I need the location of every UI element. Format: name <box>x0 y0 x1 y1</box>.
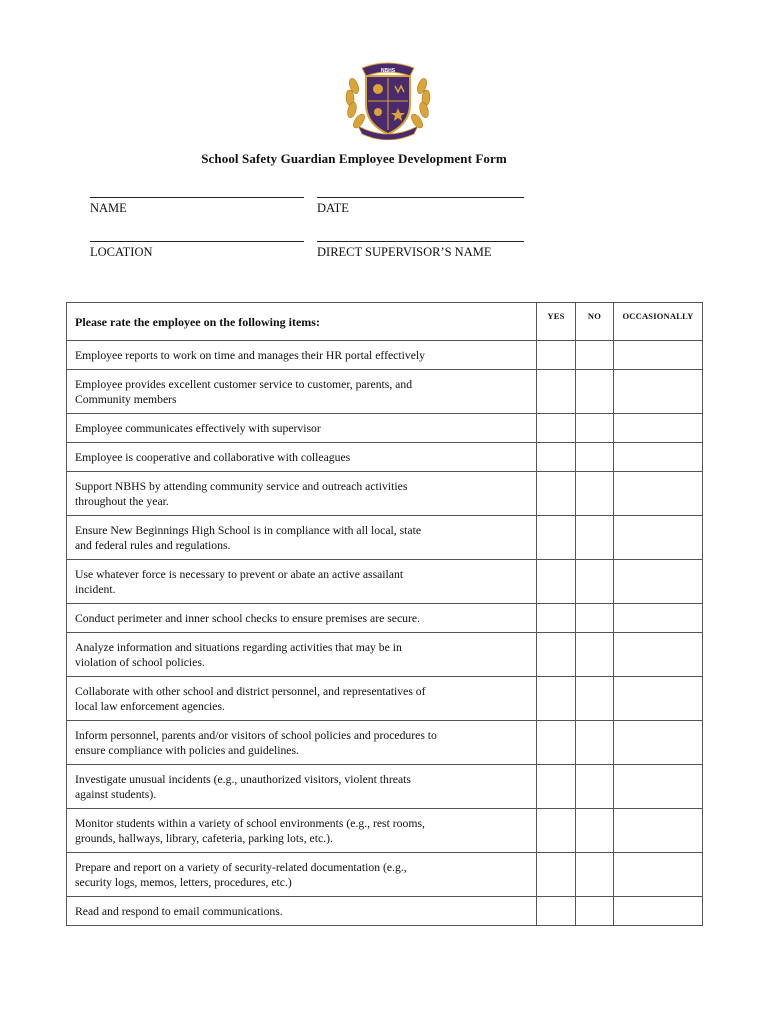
rating-item-text <box>67 472 537 516</box>
rating-item-line: incident. <box>75 582 116 596</box>
rating-occasionally-checkbox[interactable] <box>614 341 703 370</box>
rating-yes-checkbox[interactable] <box>537 560 576 604</box>
rating-occasionally-checkbox[interactable] <box>614 370 703 414</box>
date-label: DATE <box>317 201 349 215</box>
rating-item-text <box>67 341 537 370</box>
rating-item-line: violation of school policies. <box>75 655 205 669</box>
rating-yes-checkbox[interactable] <box>537 853 576 897</box>
rating-item-line: Employee reports to work on time and manages their HR portal effectively <box>75 348 425 362</box>
date-signature-line[interactable] <box>317 197 524 198</box>
rating-yes-checkbox[interactable] <box>537 633 576 677</box>
table-row <box>67 414 703 443</box>
rating-item-line: grounds, hallways, library, cafeteria, parking lots, etc.). <box>75 831 333 845</box>
rating-no-checkbox[interactable] <box>576 341 614 370</box>
supervisor-field[interactable] <box>317 241 524 260</box>
table-row <box>67 516 703 560</box>
rating-item-line: Use whatever force is necessary to prevent or abate an active assailant <box>75 567 404 581</box>
table-row <box>67 809 703 853</box>
table-row <box>67 604 703 633</box>
rating-no-checkbox[interactable] <box>576 677 614 721</box>
date-field[interactable] <box>317 197 524 216</box>
rating-occasionally-checkbox[interactable] <box>614 516 703 560</box>
table-row <box>67 633 703 677</box>
table-row <box>67 341 703 370</box>
table-row <box>67 677 703 721</box>
rating-item-line: Support NBHS by attending community service and outreach activities <box>75 479 408 493</box>
rating-item-text <box>67 721 537 765</box>
location-field[interactable] <box>90 241 304 260</box>
rating-occasionally-checkbox[interactable] <box>614 443 703 472</box>
rating-item-line: Collaborate with other school and district personnel, and representatives of <box>75 684 426 698</box>
rating-no-checkbox[interactable] <box>576 721 614 765</box>
rating-yes-checkbox[interactable] <box>537 721 576 765</box>
table-row <box>67 370 703 414</box>
rating-no-checkbox[interactable] <box>576 414 614 443</box>
rating-item-line: against students). <box>75 787 157 801</box>
rating-item-line: and federal rules and regulations. <box>75 538 231 552</box>
rating-item-line: throughout the year. <box>75 494 169 508</box>
rating-occasionally-checkbox[interactable] <box>614 633 703 677</box>
name-field[interactable] <box>90 197 304 216</box>
rating-table <box>66 302 703 926</box>
table-row <box>67 897 703 926</box>
rating-item-line: Community members <box>75 392 177 406</box>
rating-item-text <box>67 765 537 809</box>
rating-yes-checkbox[interactable] <box>537 809 576 853</box>
table-row <box>67 472 703 516</box>
rating-yes-checkbox[interactable] <box>537 370 576 414</box>
column-no: NO <box>576 303 614 341</box>
school-crest-logo <box>340 56 436 140</box>
supervisor-signature-line[interactable] <box>317 241 524 242</box>
rating-item-text <box>67 414 537 443</box>
name-signature-line[interactable] <box>90 197 304 198</box>
rating-yes-checkbox[interactable] <box>537 472 576 516</box>
rating-no-checkbox[interactable] <box>576 809 614 853</box>
rating-no-checkbox[interactable] <box>576 633 614 677</box>
rating-item-line: Prepare and report on a variety of security-related documentation (e.g., <box>75 860 407 874</box>
table-row <box>67 443 703 472</box>
rating-yes-checkbox[interactable] <box>537 677 576 721</box>
rating-item-text <box>67 633 537 677</box>
rating-no-checkbox[interactable] <box>576 765 614 809</box>
rating-item-text <box>67 604 537 633</box>
rating-no-checkbox[interactable] <box>576 604 614 633</box>
location-label: LOCATION <box>90 245 153 259</box>
rating-item-line: Employee provides excellent customer service to customer, parents, and <box>75 377 413 391</box>
rating-no-checkbox[interactable] <box>576 443 614 472</box>
supervisor-label: DIRECT SUPERVISOR’S NAME <box>317 245 492 259</box>
rating-table-header <box>67 303 703 341</box>
rating-item-text <box>67 853 537 897</box>
rating-item-line: local law enforcement agencies. <box>75 699 225 713</box>
rating-item-line: Employee is cooperative and collaborative with colleagues <box>75 450 351 464</box>
rating-item-text <box>67 897 537 926</box>
form-title: School Safety Guardian Employee Development Form <box>201 151 507 166</box>
rating-item-line: Read and respond to email communications. <box>75 904 283 918</box>
rating-yes-checkbox[interactable] <box>537 604 576 633</box>
rating-yes-checkbox[interactable] <box>537 443 576 472</box>
rating-item-line: Monitor students within a variety of school environments (e.g., rest rooms, <box>75 816 425 830</box>
rating-occasionally-checkbox[interactable] <box>614 472 703 516</box>
rating-item-line: Employee communicates effectively with supervisor <box>75 421 321 435</box>
rating-no-checkbox[interactable] <box>576 853 614 897</box>
column-occasionally: OCCASIONALLY <box>614 303 703 341</box>
rating-item-line: security logs, memos, letters, procedures, etc.) <box>75 875 292 889</box>
rating-instruction: Please rate the employee on the following items: <box>67 303 537 341</box>
column-yes: YES <box>537 303 576 341</box>
rating-item-text <box>67 560 537 604</box>
rating-item-text <box>67 370 537 414</box>
rating-no-checkbox[interactable] <box>576 897 614 926</box>
rating-item-line: ensure compliance with policies and guidelines. <box>75 743 299 757</box>
rating-item-text <box>67 516 537 560</box>
rating-occasionally-checkbox[interactable] <box>614 604 703 633</box>
rating-yes-checkbox[interactable] <box>537 414 576 443</box>
rating-no-checkbox[interactable] <box>576 370 614 414</box>
rating-item-line: Inform personnel, parents and/or visitors of school policies and procedures to <box>75 728 437 742</box>
rating-occasionally-checkbox[interactable] <box>614 677 703 721</box>
rating-item-text <box>67 809 537 853</box>
rating-occasionally-checkbox[interactable] <box>614 809 703 853</box>
rating-item-text <box>67 677 537 721</box>
table-row <box>67 853 703 897</box>
rating-occasionally-checkbox[interactable] <box>614 414 703 443</box>
rating-no-checkbox[interactable] <box>576 472 614 516</box>
rating-occasionally-checkbox[interactable] <box>614 853 703 897</box>
rating-no-checkbox[interactable] <box>576 560 614 604</box>
rating-no-checkbox[interactable] <box>576 516 614 560</box>
rating-occasionally-checkbox[interactable] <box>614 721 703 765</box>
location-signature-line[interactable] <box>90 241 304 242</box>
rating-item-line: Conduct perimeter and inner school checks to ensure premises are secure. <box>75 611 420 625</box>
rating-occasionally-checkbox[interactable] <box>614 560 703 604</box>
table-row <box>67 560 703 604</box>
rating-yes-checkbox[interactable] <box>537 897 576 926</box>
rating-item-line: Investigate unusual incidents (e.g., unauthorized visitors, violent threats <box>75 772 411 786</box>
crest-banner-text: NBHS <box>380 68 396 74</box>
rating-item-line: Ensure New Beginnings High School is in compliance with all local, state <box>75 523 422 537</box>
rating-item-line: Analyze information and situations regarding activities that may be in <box>75 640 402 654</box>
rating-occasionally-checkbox[interactable] <box>614 897 703 926</box>
rating-item-text <box>67 443 537 472</box>
table-row <box>67 721 703 765</box>
rating-yes-checkbox[interactable] <box>537 341 576 370</box>
table-row <box>67 765 703 809</box>
rating-occasionally-checkbox[interactable] <box>614 765 703 809</box>
name-label: NAME <box>90 201 127 215</box>
rating-yes-checkbox[interactable] <box>537 765 576 809</box>
rating-yes-checkbox[interactable] <box>537 516 576 560</box>
